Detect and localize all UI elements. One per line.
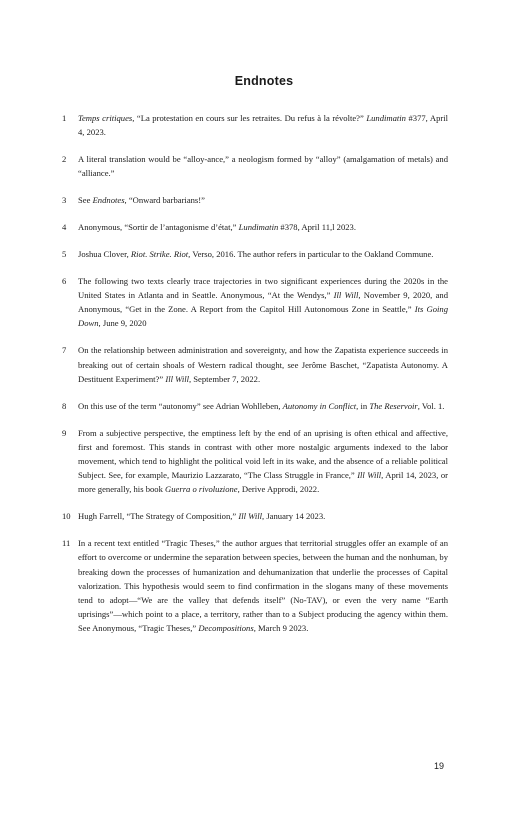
endnote-italic-title: Ill Will xyxy=(357,470,382,481)
endnote-number: 3 xyxy=(62,195,67,206)
endnote-text xyxy=(78,426,448,497)
endnote xyxy=(62,220,448,234)
endnote-text-run: Verso, 2016. The author refers in particular to the Oakland Commune. xyxy=(190,248,434,259)
endnote-text xyxy=(78,111,448,139)
endnote-text-run: , June 9, 2020 xyxy=(98,318,147,329)
endnote-text-run: , January 14 2023. xyxy=(262,511,326,522)
endnote-number: 4 xyxy=(62,222,67,233)
endnote-text-run: , “La protestation en cours sur les retraites. Du refus à la révolte?” xyxy=(132,113,367,123)
page-title: Endnotes xyxy=(234,74,294,88)
endnote xyxy=(62,426,448,497)
endnote-italic-title: Ill Will xyxy=(165,373,189,384)
endnote-text-run: On this use of the term “autonomy” see Adrian Wohlleben, xyxy=(78,400,283,411)
endnote-text-run: , March 9 2023. xyxy=(253,623,309,634)
endnote-text-run: From a subjective perspective, the emptiness left by the end of an uprising is often ethical and affective, first and foremost. This stands in contrast with other more nostalgic arguments indexed to the labor movement, which tend to highlight the political void left in its wake, and the absence of a reliable political Subject. See, for example, Maurizio Lazzarato, “The Class Struggle in France,” xyxy=(78,427,448,481)
endnote-number: 5 xyxy=(62,248,67,259)
endnote-text xyxy=(78,247,448,261)
endnote-italic-title: Ill Will xyxy=(238,511,263,522)
endnote xyxy=(62,343,448,386)
endnote-text xyxy=(78,152,448,180)
endnote xyxy=(62,536,448,635)
endnote-text-run: See xyxy=(78,195,93,206)
endnote-text-run: , “Onward barbarians!” xyxy=(124,195,205,206)
endnote-text-run: , Derive Approdi, 2022. xyxy=(237,484,320,495)
endnote-number: 7 xyxy=(62,345,67,356)
endnote xyxy=(62,509,448,523)
endnote-text xyxy=(78,274,448,331)
endnote-number: 10 xyxy=(62,511,71,522)
endnote-italic-title: Endnotes xyxy=(92,195,125,206)
endnote-text xyxy=(78,193,448,207)
endnote xyxy=(62,247,448,261)
endnote-text-run: In a recent text entitled “Tragic Theses,” the author argues that territorial struggles offer an example of an effort to overcome or undermine the separation between species, between the human and the nonhuman, by breaking down the processes of humanization and dehumanization that underlie the processes of Capital valorization. This hypothesis would seem to find confirmation in the slogans many of these movements tend to adopt—“We are the valley that defends itself” (No-TAV), or even the very name “Earth uprisings”—which point to a place, a territory, rather than to a Subject producing the agency within them. See Anonymous, “Tragic Theses,” xyxy=(78,538,448,634)
endnote xyxy=(62,152,448,180)
endnote-text-run: , November 9, 2020, and Anonymous, “Get in the Zone. A Report from the Capitol Hill Autonomous Zone in Seattle,” xyxy=(78,290,448,315)
page-number: 19 xyxy=(433,761,444,771)
endnote-text xyxy=(78,399,448,413)
endnote-italic-title: Autonomy in Conflict xyxy=(282,400,357,411)
endnote-italic-title: Lundimatin xyxy=(366,113,406,123)
endnote-number: 6 xyxy=(62,275,67,286)
endnote-text-run: #377, April 4, 2023. xyxy=(78,113,448,138)
endnote-number: 9 xyxy=(62,427,67,438)
endnote-number: 11 xyxy=(62,538,71,549)
endnote-text xyxy=(78,220,448,234)
endnote-text xyxy=(78,536,448,635)
endnote-text-run: A literal translation would be “alloy-ance,” a neologism formed by “alloy” (amalgamation of metals) and “alliance.” xyxy=(78,154,448,179)
endnote-italic-title: Guerra o rivoluzione xyxy=(165,484,238,495)
endnote-number: 2 xyxy=(62,154,67,165)
endnote-text-run: , September 7, 2022. xyxy=(188,373,261,384)
endnote xyxy=(62,274,448,331)
endnote xyxy=(62,399,448,413)
endnote-text-run: On the relationship between administration and sovereignty, and how the Zapatista experience succeeds in breaking out of certain shoals of Western radical thought, see Jerôme Baschet, “Zapatista Autonomy. A Destituent Experiment?” xyxy=(78,345,448,384)
endnote-italic-title: Ill Will xyxy=(333,290,359,301)
endnote-italic-title: Its Going Down xyxy=(78,304,448,329)
endnote-text-run: #378, April 11,l 2023. xyxy=(278,222,357,233)
endnotes-list xyxy=(62,111,448,648)
endnote-text-run: The following two texts clearly trace trajectories in two significant experiences during the 2020s in the United States in Atlanta and in Seattle. Anonymous, “At the Wendys,” xyxy=(78,275,448,301)
endnote-number: 1 xyxy=(62,113,67,123)
endnote-text-run: Hugh Farrell, “The Strategy of Composition,” xyxy=(78,511,239,522)
endnote xyxy=(62,111,448,139)
endnote-italic-title: Riot. Strike. Riot, xyxy=(130,248,191,259)
endnote-number: 8 xyxy=(62,400,67,411)
endnote-text xyxy=(78,343,448,386)
endnote-text-run: Joshua Clover, xyxy=(78,248,131,259)
endnote xyxy=(62,193,448,207)
endnote-text xyxy=(78,509,448,523)
endnote-text-run: , in xyxy=(356,400,370,411)
endnote-text-run: Anonymous, “Sortir de l’antagonisme d’état,” xyxy=(78,222,239,233)
endnote-italic-title: Lundimatin xyxy=(238,222,279,233)
endnote-text-run: , April 14, 2023, or more generally, his book xyxy=(78,470,448,495)
endnote-italic-title: Decompositions xyxy=(198,623,254,634)
endnote-text-run: , Vol. 1. xyxy=(417,400,445,411)
endnote-italic-title: The Reservoir xyxy=(369,400,418,411)
endnote-italic-title: Temps critiques xyxy=(78,113,133,123)
